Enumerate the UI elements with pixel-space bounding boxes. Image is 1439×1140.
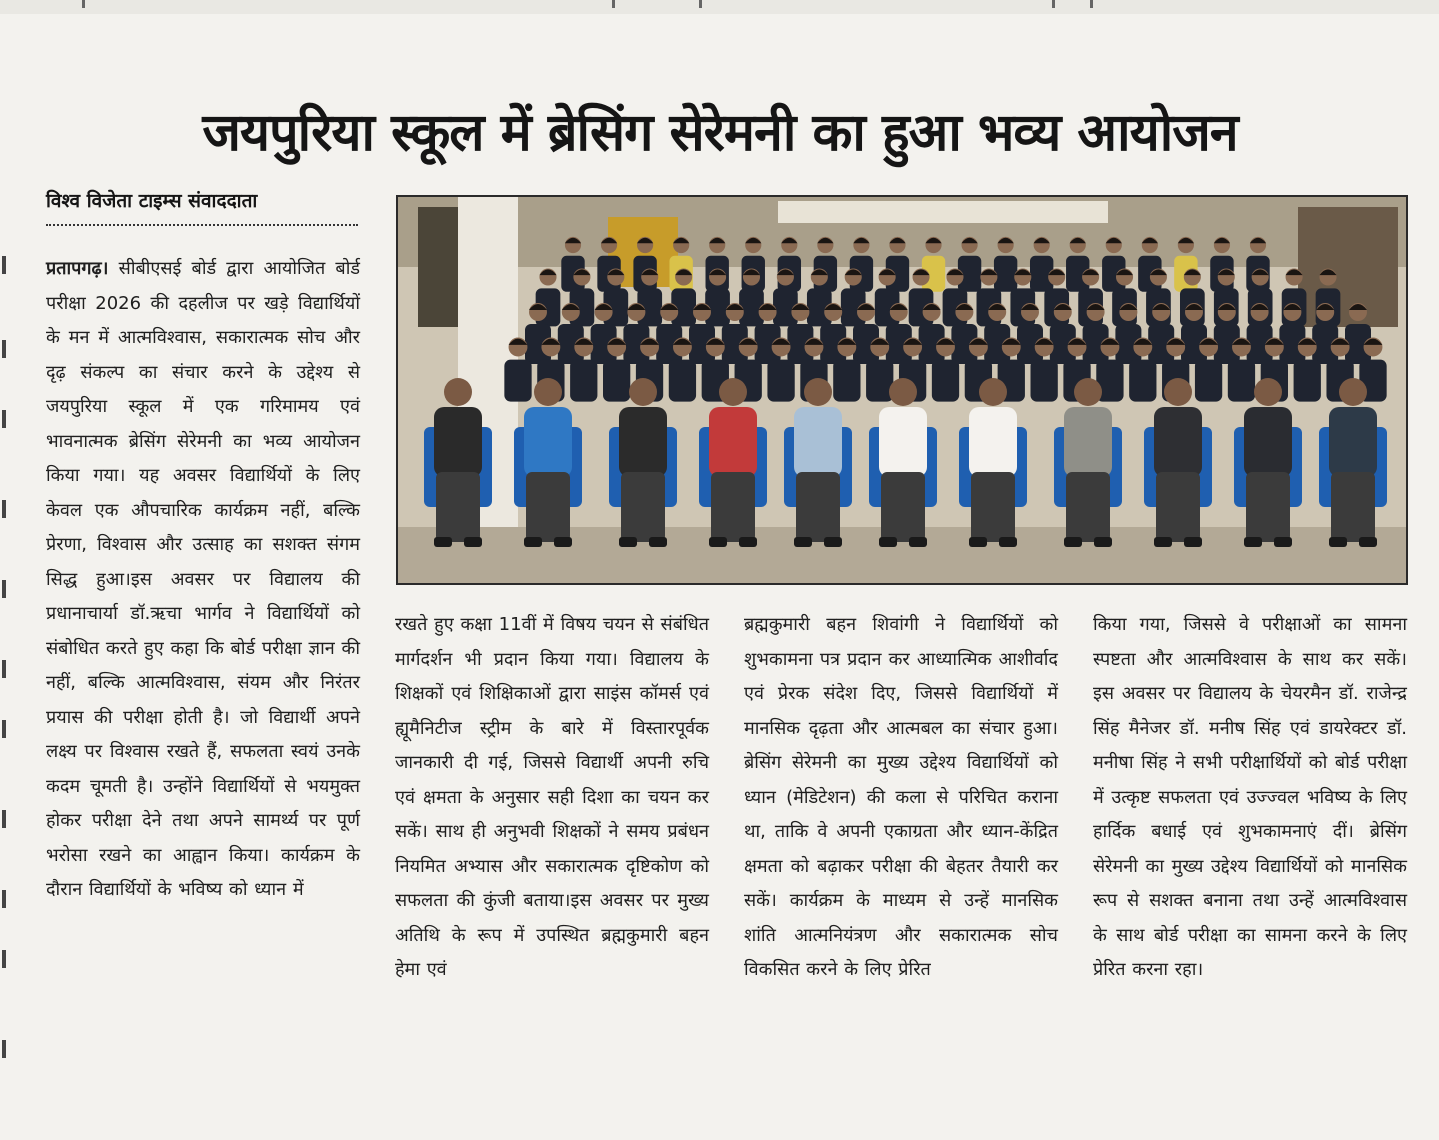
- article-column-2: [395, 608, 709, 1103]
- group-photo-illustration: [398, 197, 1406, 583]
- column-3-text: ब्रह्मकुमारी बहन शिवांगी ने विद्यार्थियों को शुभकामना पत्र प्रदान कर आध्यात्मिक आशीर्वाद एवं प्रेरक संदेश दिए, जिससे विद्यार्थियों में मानसिक दृढ़ता और आत्मबल का संचार हुआ। ब्रेसिंग सेरेमनी का मुख्य उद्देश्य विद्यार्थियों को ध्यान (मेडिटेशन) की कला से परिचित कराना था, ताकि वे अपनी एकाग्रता और ध्यान-केंद्रित क्षमता को बढ़ाकर परीक्षा की बेहतर तैयारी कर सकें। कार्यक्रम के माध्यम से उन्हें मानसिक शांति आत्मनियंत्रण और सकारात्मक सोच विकसित करने के लिए प्रेरित: [744, 614, 1058, 980]
- headline: जयपुरिया स्कूल में ब्रेसिंग सेरेमनी का हुआ भव्य आयोजन: [202, 102, 1238, 163]
- photo-window-right: [1298, 207, 1398, 327]
- article-column-3: [744, 608, 1058, 1103]
- column-4-text: किया गया, जिससे वे परीक्षाओं का सामना स्पष्टता और आत्मविश्वास के साथ कर सकें। इस अवसर पर विद्यालय के चेयरमैन डॉ. राजेन्द्र सिंह मैनेजर डॉ. मनीष सिंह एवं डायरेक्टर डॉ. मनीषा सिंह ने सभी परीक्षार्थियों को बोर्ड परीक्षा में उत्कृष्ट सफलता एवं उज्ज्वल भविष्य के लिए हार्दिक बधाई एवं शुभकामनाएं दीं। ब्रेसिंग सेरेमनी का मुख्य उद्देश्य विद्यार्थियों को मानसिक रूप से सशक्त बनाना तथा उन्हें आत्मविश्वास के साथ बोर्ड परीक्षा का सामना करने के लिए प्रेरित करना रहा।: [1093, 614, 1407, 980]
- previous-column-edge: [0, 250, 10, 1090]
- photo-signboard: [778, 201, 1108, 223]
- byline: विश्व विजेता टाइम्स संवाददाता: [46, 190, 258, 212]
- dateline: प्रतापगढ़।: [46, 258, 109, 279]
- article-column-1: [46, 252, 360, 1107]
- group-photo: [396, 195, 1408, 585]
- column-1-text: सीबीएसई बोर्ड द्वारा आयोजित बोर्ड परीक्षा 2026 की दहलीज पर खड़े विद्यार्थियों के मन में आत्मविश्वास, सकारात्मक सोच और दृढ़ संकल्प का संचार करने के उद्देश्य से जयपुरिया स्कूल में एक गरिमामय एवं भावनात्मक ब्रेसिंग सेरेमनी का भव्य आयोजन किया गया। यह अवसर विद्यार्थियों के लिए केवल एक औपचारिक कार्यक्रम नहीं, बल्कि प्रेरणा, विश्वास और उत्साह का सशक्त संगम सिद्ध हुआ।इस अवसर पर विद्यालय की प्रधानाचार्या डॉ.ऋचा भार्गव ने विद्यार्थियों को संबोधित करते हुए कहा कि बोर्ड परीक्षा ज्ञान की नहीं, बल्कि आत्मविश्वास, संयम और निरंतर प्रयास की परीक्षा होती है। जो विद्यार्थी अपने लक्ष्य पर विश्वास रखते हैं, सफलता स्वयं उनके कदम चूमती है। उन्होंने विद्यार्थियों से भयमुक्त होकर परीक्षा देने तथा अपने सामर्थ्य पर पूर्ण भरोसा रखने का आह्वान किया। कार्यक्रम के दौरान विद्यार्थियों के भविष्य को ध्यान में: [46, 258, 360, 900]
- article-column-4: [1093, 608, 1407, 1103]
- column-2-text: रखते हुए कक्षा 11वीं में विषय चयन से संबंधित मार्गदर्शन भी प्रदान किया गया। विद्यालय के शिक्षकों एवं शिक्षिकाओं द्वारा साइंस कॉमर्स एवं ह्यूमैनिटीज स्ट्रीम के बारे में विस्तारपूर्वक जानकारी दी गई, जिससे विद्यार्थी अपनी रुचि एवं क्षमता के अनुसार सही दिशा का चयन कर सकें। साथ ही अनुभवी शिक्षकों ने समय प्रबंधन नियमित अभ्यास और सकारात्मक दृष्टिकोण को सफलता की कुंजी बताया।इस अवसर पर मुख्य अतिथि के रूप में उपस्थित ब्रह्मकुमारी बहन हेमा एवं: [395, 614, 709, 980]
- byline-rule: [46, 224, 358, 226]
- page-top-edge: [0, 0, 1439, 14]
